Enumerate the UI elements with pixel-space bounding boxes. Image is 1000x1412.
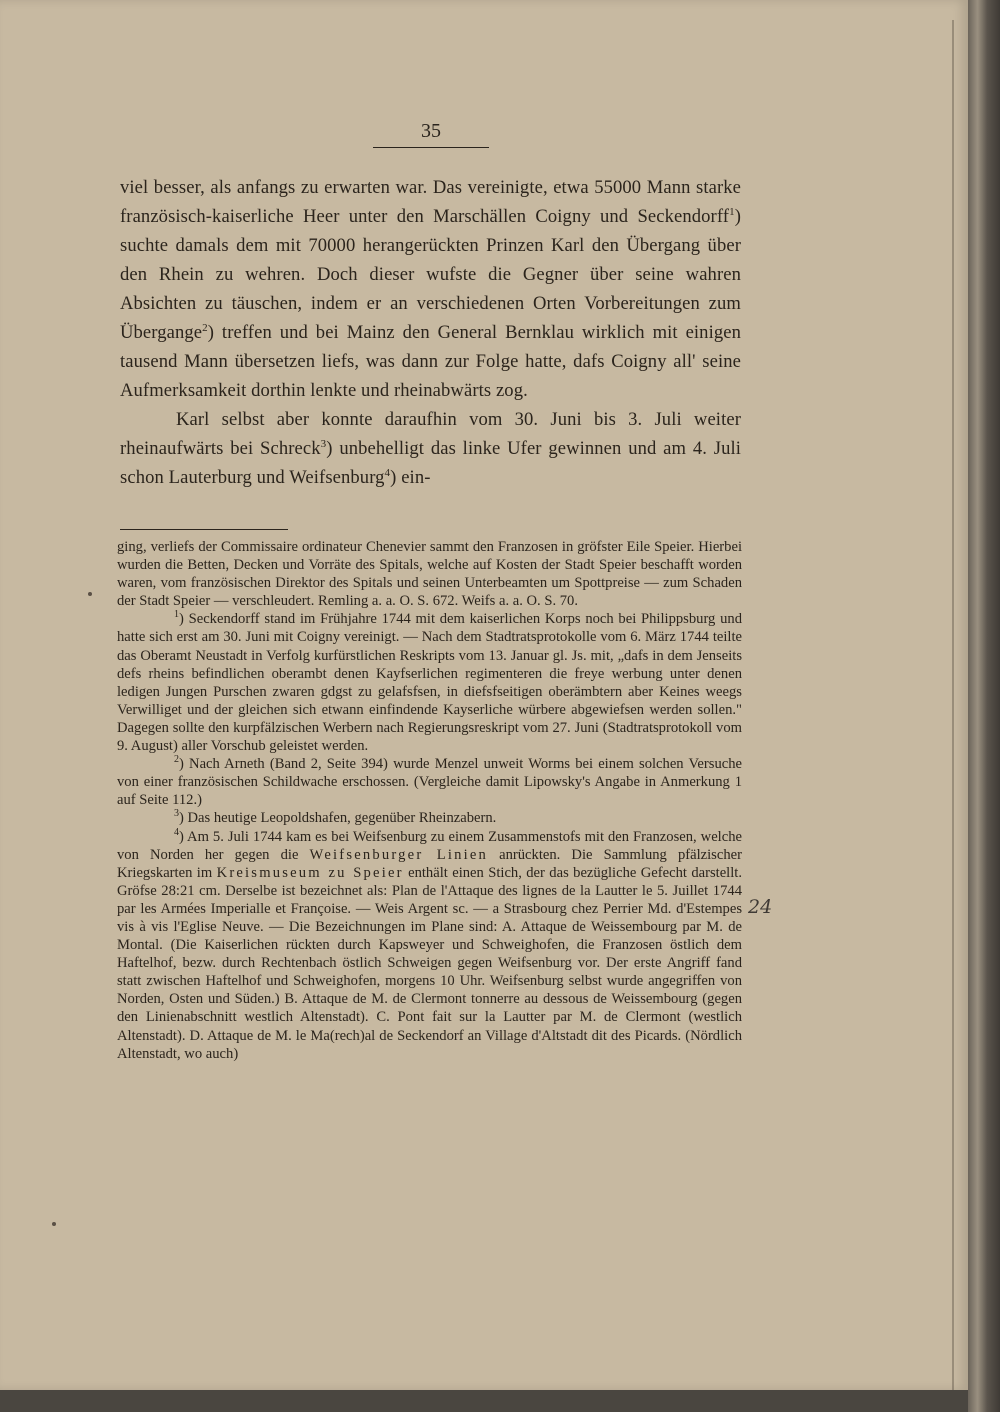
footnote-ref-4: 4	[384, 466, 391, 479]
page-edge	[968, 0, 1000, 1412]
footnote-4: $^4$) Am 5. Juli 1744 kam es bei Weifsenburg zu einem Zusammenstofs mit den Franzosen, welche von Norden her gegen die Weifsenburger Linien anrückten. Die Sammlung pfälzischer Kriegskarten im Kreismuseum zu Speier enthält einen Stich, der das bezügliche Gefecht darstellt. Gröfse 28:21 cm. Derselbe ist bezeichnet als: Plan de l'Attaque des lignes de la Lautter le 5. Juillet 1744 par les Armées Imperialle et Françoise. — Weis Argent sc. — a Strasbourg chez Perrier Md. d'Estempes vis à vis l'Eglise Neuve. — Die Bezeichnungen im Plane sind: A. Attaque de Weissembourg par M. de Montal. (Die Kaiserlichen rückten durch Kapsweyer und Schweighofen, die Franzosen östlich dem Haftelhof, bezw. durch Rechtenbach östlich Schweigen gegen Weifsenburg vor. Der erste Angriff fand statt zwischen Haftelhof und Schweighofen, morgens 10 Uhr. Weifsenburg selbst wurde angegriffen von Norden, Osten und Süden.) B. Attaque de M. de Clermont tonnerre au dessous de Weissembourg (gegen den Linienabschnitt westlich Altenstadt). C. Pont fait sur la Lautter par M. de Clermont (westlich Altenstadt). D. Attaque de M. le Ma(rech)al de Seckendorf an Village d'Altstadt dit des Picards. (Nördlich Altenstadt, wo auch)	[117, 826, 742, 1062]
paragraph-2: Karl selbst aber konnte daraufhin vom 30. Juni bis 3. Juli weiter rheinaufwärts bei Schreck$^3$) unbehelligt das linke Ufer gewinnen und am 4. Juli schon Lauterburg und Weifsenburg$^4$) ein-	[120, 409, 741, 488]
stain-dot	[88, 592, 92, 596]
header-rule	[373, 147, 489, 148]
paragraph-1: viel besser, als anfangs zu erwarten war. Das vereinigte, etwa 55000 Mann starke französisch-kaiserliche Heer unter den Marschällen Coigny und Seckendorff$^1$) suchte damals dem mit 70000 herangerückten Prinzen Karl den Übergang über den Rhein zu wehren. Doch dieser wufste die Gegner über seine wahren Absichten zu täuschen, indem er an verschiedenen Orten Vorbereitungen zum Übergange$^2$) treffen und bei Mainz den General Bernklau wirklich mit einigen tausend Mann übersetzen liefs, was dann zur Folge hatte, dafs Coigny all' seine Aufmerksamkeit dorthin lenkte und rheinabwärts zog.	[120, 177, 741, 401]
footnote-ref-2: 2	[202, 321, 208, 334]
stain-dot	[52, 1222, 56, 1226]
footnote-ref-3: 3	[320, 437, 327, 450]
handwritten-annotation: 24	[748, 896, 773, 918]
footnotes	[117, 538, 742, 1063]
footnote-continuation: ging, verliefs der Commissaire ordinateur Chenevier sammt den Franzosen in gröfster Eile Speier. Hierbei wurden die Betten, Decken und Vorräte des Spitals, welche auf Kosten der Stadt Speier beschafft worden waren, vom französischen Direktor des Spitals und seinen Unterbeamten um Spottpreise — zum Schaden der Stadt Speier — verschleudert. Remling a. a. O. S. 672. Weifs a. a. O. S. 70.	[117, 539, 742, 610]
page-fold	[952, 20, 954, 1390]
footnote-1: $^1$) Seckendorff stand im Frühjahre 1744 mit dem kaiserlichen Korps noch bei Philippsburg und hatte sich erst am 30. Juni mit Coigny vereinigt. — Nach dem Stadtratsprotokolle vom 6. März 1744 teilte das Oberamt Neustadt in Verfolg kurfürstlichen Reskripts vom 13. Januar gl. Js. mit, „dafs in dem Jenseits defs rheins befindlichen oberambt denen Kayfserlichen regimenteren die freye werbung unter denen ledigen Jungen Purschen zwaren gdgst zu gelafsfsen, in diefsfseitigen oberämbtern aber Keines weegs Verwilliget und der gleichen sich etwann einfindende Kayserliche würbere abgewiefsen werden sollen." Dagegen sollte den kurpfälzischen Werbern nach Regierungsreskript vom 27. Juni (Stadtratsprotokoll vom 9. August) aller Vorschub geleistet werden.	[117, 609, 742, 755]
footnote-ref-1: 1	[729, 205, 735, 218]
footnote-3: $^3$) Das heutige Leopoldshafen, gegenüber Rheinzabern.	[174, 808, 497, 827]
footnote-2: $^2$) Nach Arneth (Band 2, Seite 394) wurde Menzel unweit Worms bei einem solchen Versuche von einer französischen Schildwache erschossen. (Vergleiche damit Lipowsky's Angabe in Anmerkung 1 auf Seite 112.)	[117, 754, 742, 809]
footnote-rule	[120, 529, 288, 530]
main-text	[120, 173, 741, 492]
page-number: 35	[421, 120, 441, 142]
page-header	[373, 118, 489, 148]
